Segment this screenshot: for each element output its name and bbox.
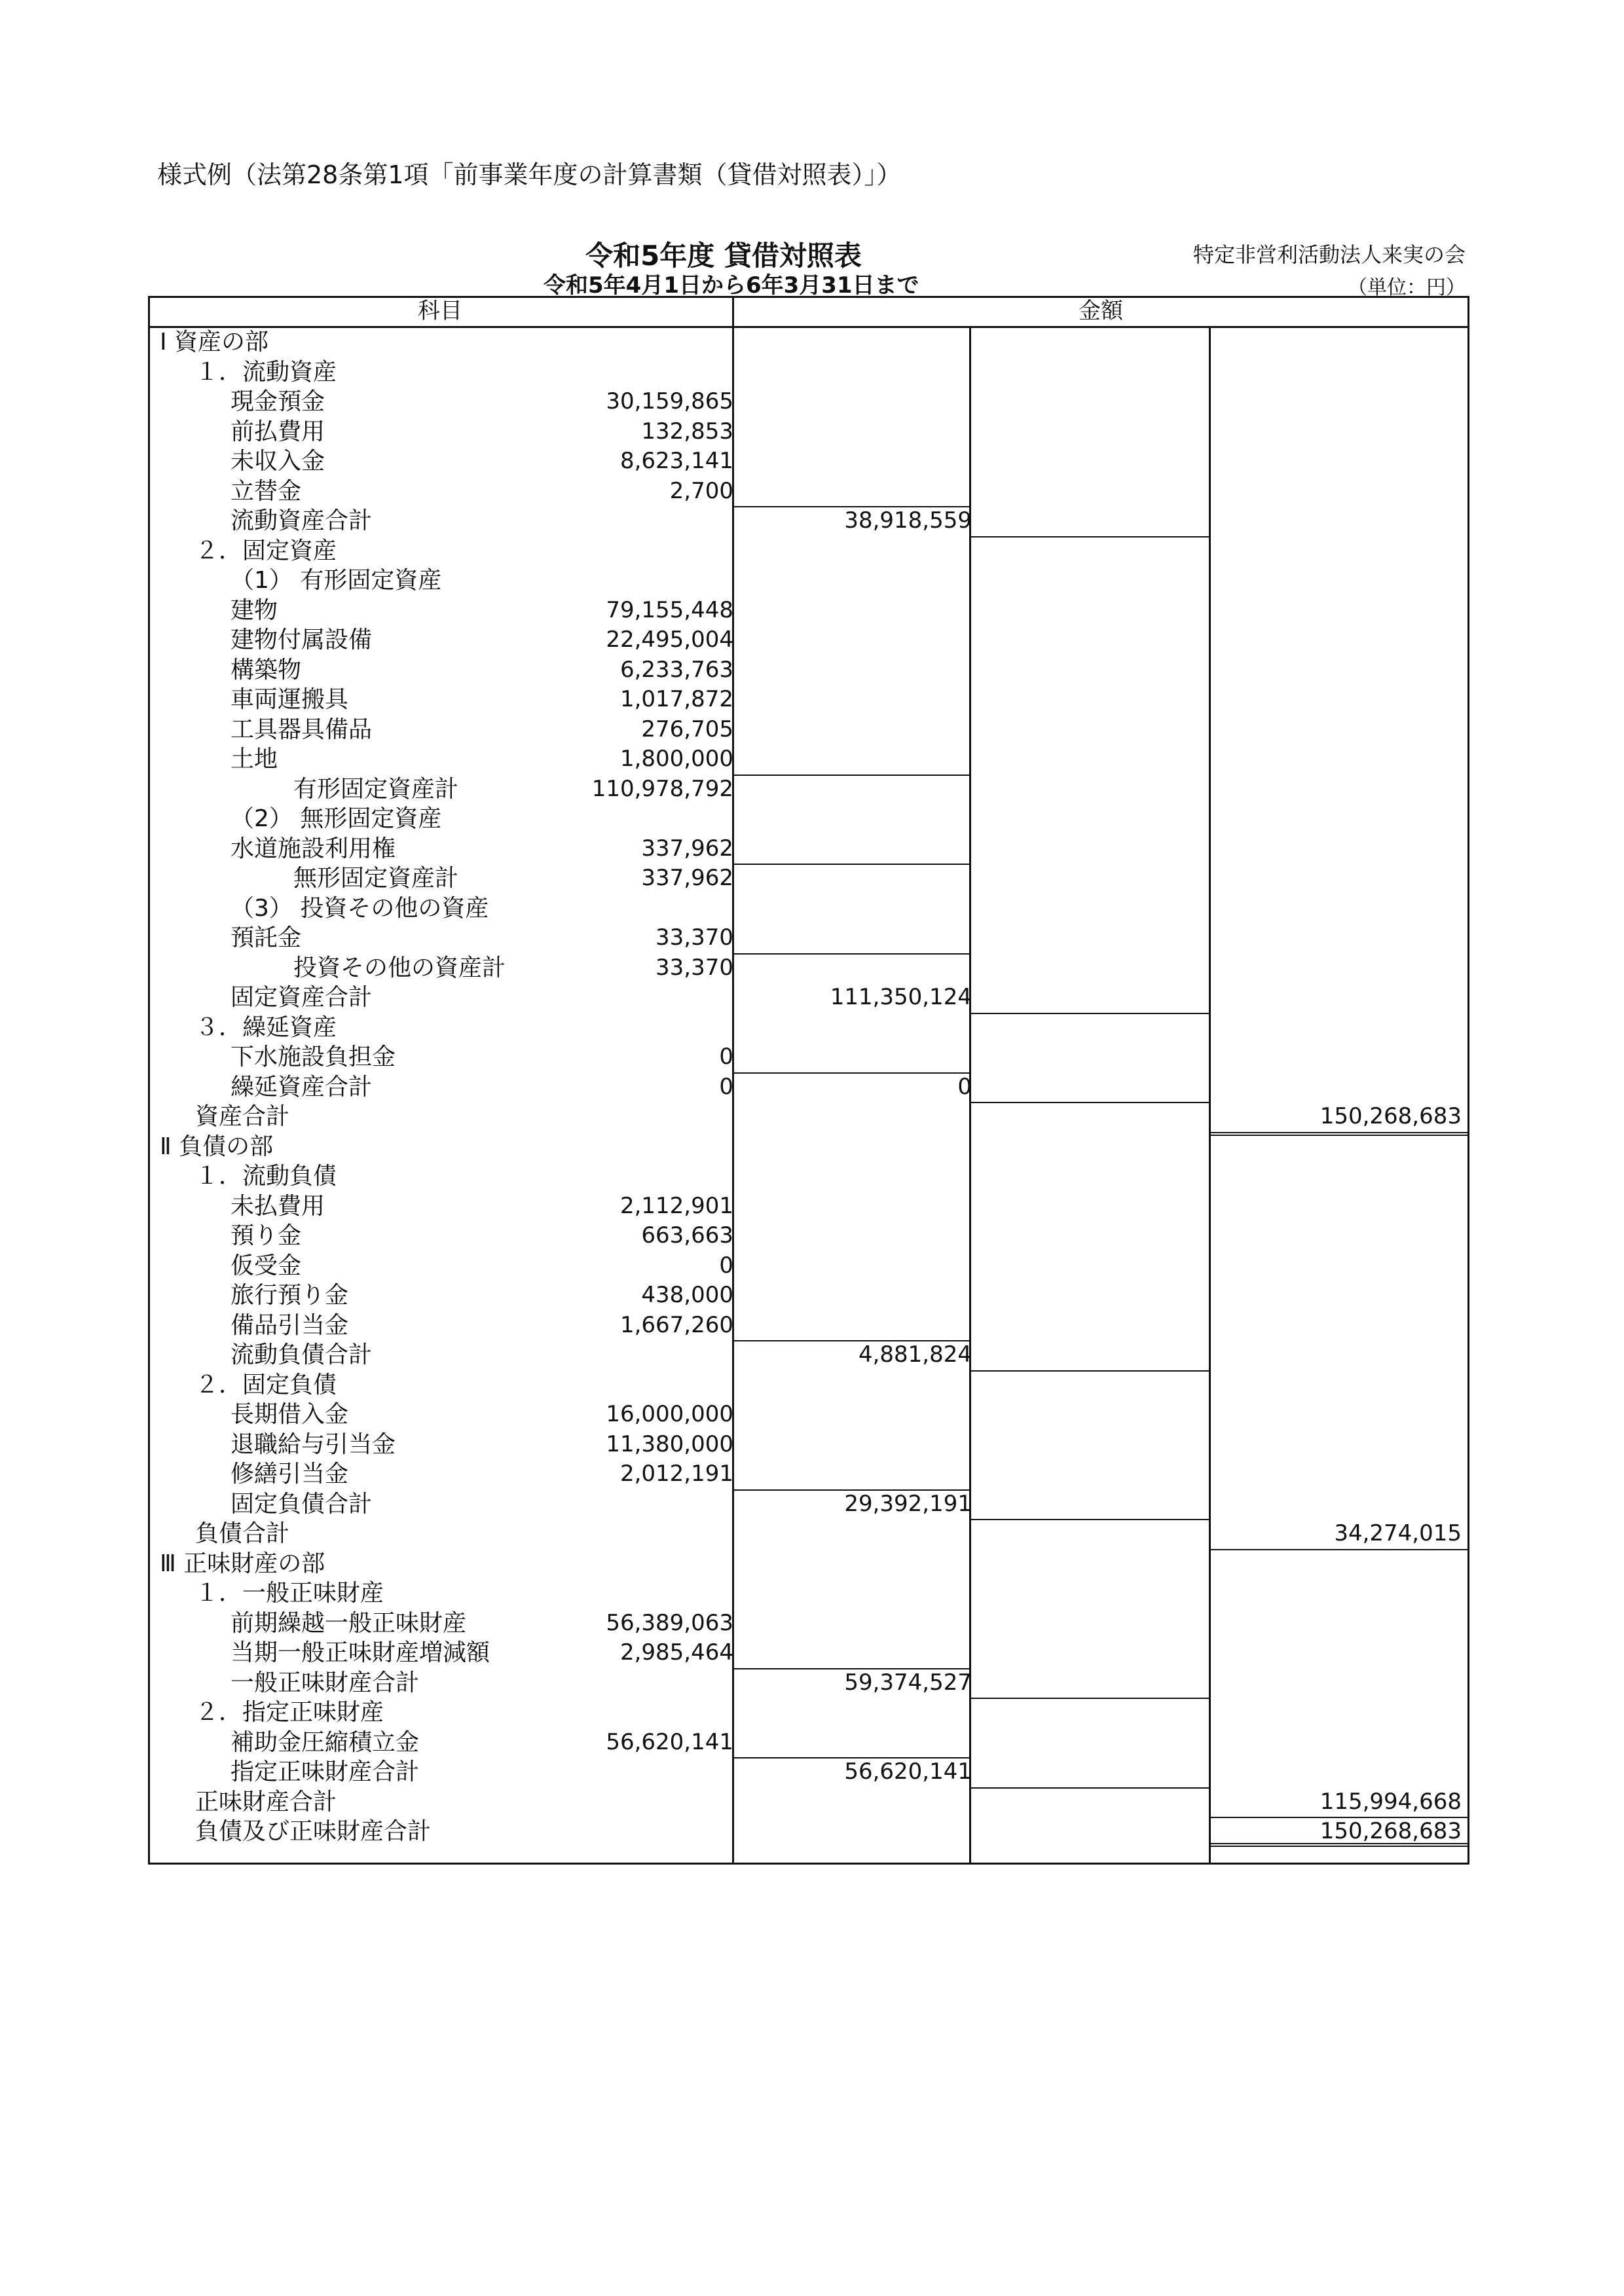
table-row	[148, 655, 1469, 685]
subtotal-rule	[733, 774, 969, 776]
row-label: 資産合計	[195, 1103, 290, 1130]
amount-c1: 1,800,000	[619, 746, 733, 772]
row-label: 修繕引当金	[231, 1461, 349, 1487]
amount-c2: 29,392,191	[844, 1490, 972, 1517]
subtotal-rule	[970, 1698, 1209, 1699]
subtotal-rule	[970, 1370, 1209, 1372]
row-label: 未収入金	[231, 448, 325, 475]
subtotal-rule	[1210, 1549, 1469, 1550]
table-row	[148, 685, 1469, 715]
subtotal-rule	[970, 1013, 1209, 1014]
table-row	[148, 1459, 1469, 1489]
table-rows	[148, 327, 1469, 1847]
amount-c1: 337,962	[641, 865, 733, 891]
table-row	[148, 1698, 1469, 1728]
table-row	[148, 1728, 1469, 1758]
amount-c2: 4,881,824	[858, 1341, 972, 1368]
row-label: 無形固定資産計	[293, 865, 459, 892]
header-kamoku: 科目	[418, 298, 462, 324]
amount-c3: 150,268,683	[1320, 1103, 1462, 1129]
header-kingaku: 金額	[1079, 298, 1123, 324]
row-label: ３．繰延資産	[195, 1013, 337, 1041]
amount-c2: 111,350,124	[830, 984, 972, 1010]
row-label: 流動負債合計	[231, 1341, 373, 1368]
table-row	[148, 1340, 1469, 1370]
amount-c1: 11,380,000	[606, 1430, 733, 1457]
amount-c1: 276,705	[641, 716, 733, 742]
table-row	[148, 477, 1469, 507]
row-label: 車両運搬具	[231, 686, 349, 713]
row-label: 流動資産合計	[231, 507, 373, 534]
table-row	[148, 1787, 1469, 1817]
subtotal-rule	[733, 1757, 969, 1758]
table-row	[148, 715, 1469, 745]
table-row	[148, 774, 1469, 805]
table-row	[148, 1013, 1469, 1043]
amount-c1: 56,389,063	[606, 1609, 733, 1636]
subtotal-rule	[970, 536, 1209, 538]
table-row	[148, 1489, 1469, 1520]
row-label: 土地	[231, 746, 278, 773]
subtotal-rule	[970, 1102, 1209, 1103]
table-row	[148, 1609, 1469, 1639]
table-row	[148, 1311, 1469, 1341]
table-row	[148, 864, 1469, 894]
subtotal-rule	[1210, 1132, 1469, 1136]
row-label: 建物付属設備	[231, 627, 373, 653]
amount-c3: 34,274,015	[1334, 1520, 1462, 1546]
row-label: 預託金	[231, 924, 302, 951]
amount-c3: 115,994,668	[1320, 1788, 1462, 1815]
amount-c1: 110,978,792	[591, 775, 733, 802]
fiscal-period: 令和5年4月1日から6年3月31日まで	[544, 272, 919, 299]
amount-c2: 59,374,527	[844, 1669, 972, 1696]
amount-c1: 663,663	[641, 1222, 733, 1248]
row-label: 固定資産合計	[231, 984, 373, 1011]
table-row	[148, 1251, 1469, 1281]
table-row	[148, 923, 1469, 953]
amount-c1: 0	[719, 1073, 733, 1100]
organization-name: 特定非営利活動法人来実の会	[1192, 242, 1466, 267]
subtotal-rule	[733, 953, 969, 955]
table-row	[148, 357, 1469, 388]
table-row	[148, 1132, 1469, 1162]
amount-c1: 1,667,260	[619, 1311, 733, 1338]
table-row	[148, 1072, 1469, 1102]
unit-label: （単位：円）	[1348, 276, 1466, 299]
table-row	[148, 953, 1469, 983]
row-label: １．一般正味財産	[195, 1580, 384, 1607]
amount-c2: 0	[957, 1073, 972, 1100]
amount-c1: 2,700	[669, 477, 733, 504]
row-label: （2） 無形固定資産	[231, 805, 442, 832]
table-row	[148, 446, 1469, 477]
amount-c1: 6,233,763	[619, 656, 733, 683]
row-label: 旅行預り金	[231, 1282, 349, 1309]
row-label: 立替金	[231, 477, 302, 505]
row-label: 構築物	[231, 656, 302, 683]
amount-c1: 16,000,000	[606, 1401, 733, 1427]
table-row	[148, 1578, 1469, 1609]
row-label: 負債及び正味財産合計	[195, 1818, 432, 1845]
amount-c2: 56,620,141	[844, 1758, 972, 1785]
table-row	[148, 417, 1469, 447]
amount-c1: 1,017,872	[619, 686, 733, 712]
row-label: 未払費用	[231, 1192, 325, 1220]
table-row	[148, 1430, 1469, 1460]
row-label: 指定正味財産合計	[231, 1758, 420, 1785]
table-row	[148, 1042, 1469, 1072]
document-title: 令和5年度 貸借対照表	[585, 240, 862, 272]
amount-c1: 33,370	[655, 954, 733, 981]
row-label: （1） 有形固定資産	[231, 567, 442, 594]
amount-c2: 38,918,559	[844, 507, 972, 534]
row-label: 当期一般正味財産増減額	[231, 1639, 490, 1666]
row-label: 補助金圧縮積立金	[231, 1728, 420, 1756]
form-note: 様式例（法第28条第1項「前事業年度の計算書類（貸借対照表）」）	[157, 160, 902, 189]
table-row	[148, 596, 1469, 626]
table-row	[148, 327, 1469, 357]
row-label: 前払費用	[231, 418, 325, 445]
row-label: １．流動資産	[195, 358, 337, 386]
row-label: 固定負債合計	[231, 1490, 373, 1518]
table-row	[148, 804, 1469, 834]
row-label: 預り金	[231, 1222, 302, 1249]
amount-c1: 8,623,141	[619, 448, 733, 474]
table-row	[148, 834, 1469, 864]
row-label: Ⅱ 負債の部	[160, 1133, 274, 1160]
amount-c1: 79,155,448	[606, 596, 733, 623]
table-row	[148, 1400, 1469, 1430]
table-row	[148, 1370, 1469, 1400]
row-label: 長期借入金	[231, 1401, 349, 1428]
amount-c1: 0	[719, 1252, 733, 1279]
row-label: 前期繰越一般正味財産	[231, 1609, 467, 1637]
table-row	[148, 1161, 1469, 1192]
row-label: （3） 投資その他の資産	[231, 894, 489, 922]
subtotal-rule	[733, 1489, 969, 1491]
row-label: 備品引当金	[231, 1311, 349, 1339]
table-row	[148, 387, 1469, 417]
table-row	[148, 1638, 1469, 1668]
row-label: 有形固定資産計	[293, 775, 459, 803]
row-label: ２．固定負債	[195, 1371, 337, 1398]
table-row	[148, 744, 1469, 774]
table-row	[148, 1668, 1469, 1698]
amount-c1: 2,985,464	[619, 1639, 733, 1666]
table-row	[148, 1817, 1469, 1847]
amount-c3: 150,268,683	[1320, 1818, 1462, 1844]
row-label: 退職給与引当金	[231, 1430, 396, 1458]
amount-c1: 132,853	[641, 418, 733, 445]
subtotal-rule	[733, 506, 969, 507]
row-label: 工具器具備品	[231, 716, 373, 743]
table-row	[148, 1549, 1469, 1579]
subtotal-rule	[970, 1787, 1209, 1789]
balance-sheet-table	[148, 296, 1469, 1865]
table-row	[148, 536, 1469, 566]
amount-c1: 30,159,865	[606, 388, 733, 414]
row-label: 一般正味財産合計	[231, 1669, 420, 1696]
row-label: １．流動負債	[195, 1163, 337, 1190]
amount-c1: 56,620,141	[606, 1728, 733, 1755]
table-row	[148, 625, 1469, 655]
row-label: 負債合計	[195, 1520, 290, 1547]
table-row	[148, 1519, 1469, 1549]
subtotal-rule	[733, 1340, 969, 1341]
row-label: 投資その他の資産計	[293, 954, 506, 981]
row-label: 水道施設利用権	[231, 835, 396, 862]
amount-c1: 2,012,191	[619, 1461, 733, 1487]
table-row	[148, 1102, 1469, 1132]
amount-c1: 2,112,901	[619, 1192, 733, 1219]
table-row	[148, 1757, 1469, 1787]
table-row	[148, 1221, 1469, 1251]
row-label: ２．指定正味財産	[195, 1699, 384, 1726]
row-label: 下水施設負担金	[231, 1044, 396, 1070]
row-label: 仮受金	[231, 1252, 302, 1279]
table-row	[148, 506, 1469, 536]
row-label: 繰延資産合計	[231, 1073, 373, 1101]
row-label: 現金預金	[231, 388, 325, 415]
table-row	[148, 1281, 1469, 1311]
amount-c1: 0	[719, 1044, 733, 1070]
row-label: Ⅰ 資産の部	[160, 329, 269, 355]
subtotal-rule	[970, 1519, 1209, 1520]
total-rule	[1210, 1843, 1469, 1847]
amount-c1: 438,000	[641, 1282, 733, 1308]
subtotal-rule	[733, 864, 969, 865]
table-row	[148, 894, 1469, 924]
amount-c1: 337,962	[641, 835, 733, 862]
row-label: 建物	[231, 596, 278, 624]
row-label: 正味財産合計	[195, 1788, 337, 1815]
row-label: Ⅲ 正味財産の部	[160, 1550, 325, 1577]
subtotal-rule	[1210, 1817, 1469, 1818]
table-row	[148, 1192, 1469, 1222]
subtotal-rule	[733, 1072, 969, 1074]
amount-c1: 22,495,004	[606, 627, 733, 653]
table-row	[148, 983, 1469, 1013]
amount-c1: 33,370	[655, 924, 733, 951]
table-row	[148, 566, 1469, 596]
row-label: ２．固定資産	[195, 537, 337, 564]
subtotal-rule	[733, 1668, 969, 1669]
